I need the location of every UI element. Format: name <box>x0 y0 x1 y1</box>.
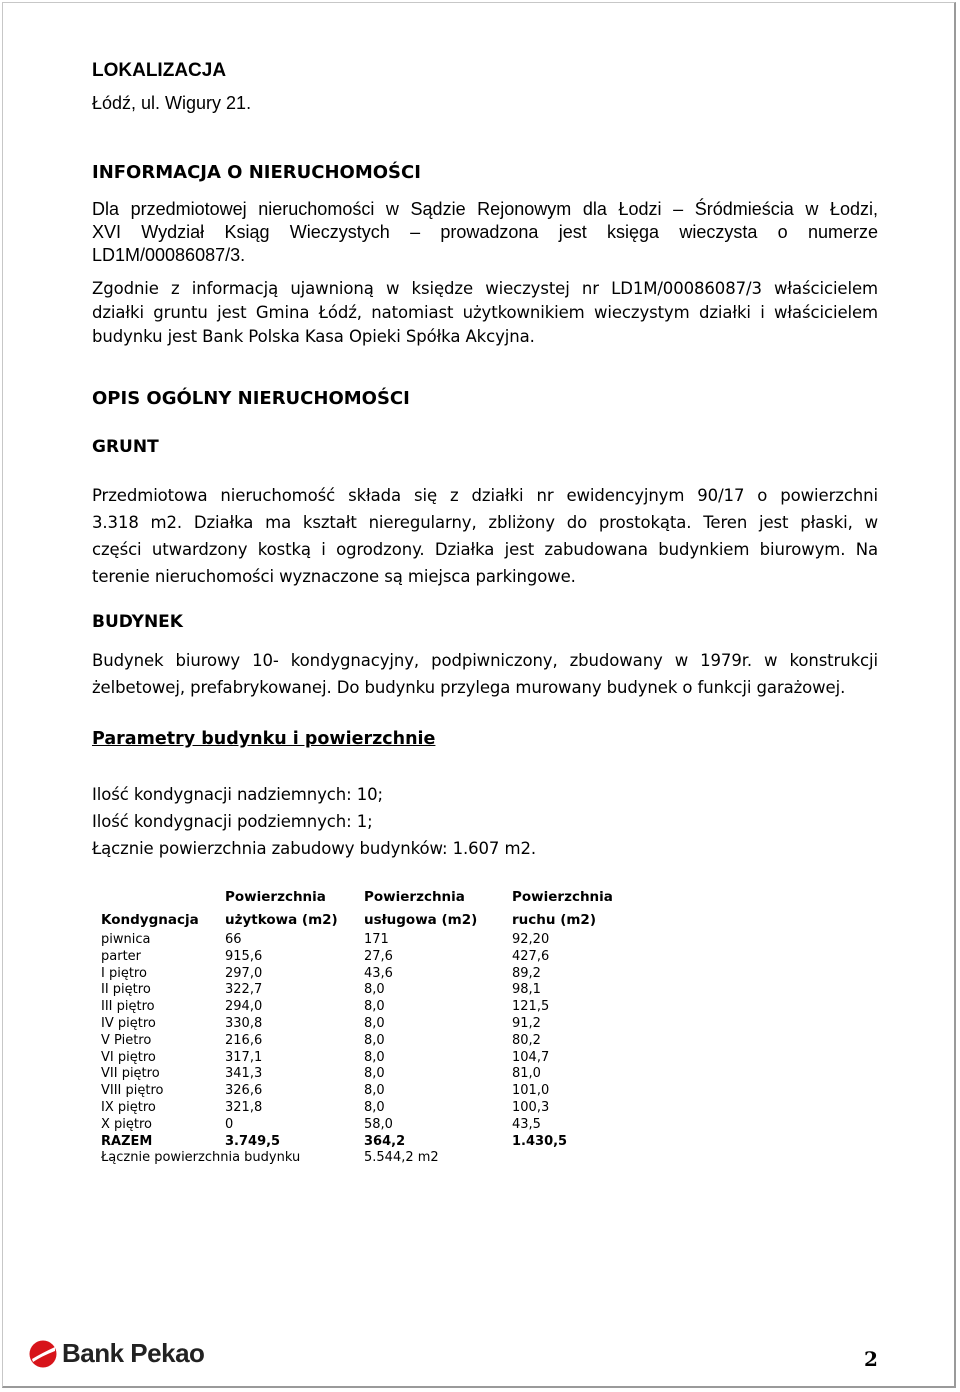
table-cell: piwnica <box>101 932 151 947</box>
table-cell: 92,20 <box>512 932 550 947</box>
table-row <box>96 999 657 1016</box>
table-cell: 43,6 <box>364 965 393 981</box>
header-floor: Kondygnacja <box>101 912 199 928</box>
table-cell: 326,6 <box>225 1083 263 1099</box>
table-cell: 3.749,5 <box>225 1133 281 1149</box>
table-cell: 1.430,5 <box>512 1133 568 1149</box>
table-cell: 8,0 <box>364 1066 385 1082</box>
property-info-heading: INFORMACJA O NIERUCHOMOŚCI <box>92 162 421 183</box>
parameter-line: Ilość kondygnacji podziemnych: 1; <box>92 812 373 831</box>
table-cell: 104,7 <box>512 1049 550 1065</box>
paragraph-line: XVI Wydział Ksiąg Wieczystych – prowadzona jest księga wieczysta o numerze <box>92 222 878 242</box>
table-cell: VIII piętro <box>101 1083 164 1099</box>
building-paragraph <box>92 647 878 701</box>
table-cell: 321,8 <box>225 1099 263 1115</box>
paragraph-line: działki gruntu jest Gmina Łódź, natomiast użytkownikiem wieczystym działki i właścicielem <box>92 303 878 322</box>
page-number: 2 <box>864 1347 878 1371</box>
parameters-heading: Parametry budynku i powierzchnie <box>92 729 436 749</box>
header-usable-area <box>220 886 359 932</box>
table-row <box>96 1083 657 1100</box>
table-cell: 89,2 <box>512 965 541 981</box>
table-summary-row <box>96 1150 657 1167</box>
table-cell: 43,5 <box>512 1116 541 1132</box>
paragraph-line: Zgodnie z informacją ujawnioną w księdze wieczystej nr LD1M/00086087/3 właścicielem <box>92 279 878 298</box>
table-row <box>96 1050 657 1067</box>
table-cell: VI piętro <box>101 1049 156 1065</box>
table-cell: III piętro <box>101 999 155 1015</box>
table-total-row <box>96 1134 657 1151</box>
paragraph-line: LD1M/00086087/3. <box>92 245 246 265</box>
table-cell: 427,6 <box>512 948 550 964</box>
table-cell: 80,2 <box>512 1032 541 1048</box>
location-heading: LOKALIZACJA <box>92 60 227 81</box>
header-line: ruchu (m2) <box>512 912 596 928</box>
table-cell: 8,0 <box>364 1049 385 1065</box>
table-row <box>96 1066 657 1083</box>
property-info-paragraph-2 <box>92 277 878 349</box>
bank-logo-icon <box>28 1339 58 1369</box>
bank-pekao-logo <box>28 1338 204 1369</box>
header-line: Powierzchnia <box>512 889 613 905</box>
table-cell: 58,0 <box>364 1116 393 1132</box>
table-row <box>96 966 657 983</box>
table-cell: VII piętro <box>101 1066 160 1082</box>
table-cell: 330,8 <box>225 1015 263 1031</box>
table-cell: 8,0 <box>364 982 385 998</box>
table-row <box>96 1100 657 1117</box>
table-cell: 98,1 <box>512 982 541 998</box>
general-heading: OPIS OGÓLNY NIERUCHOMOŚCI <box>92 388 410 409</box>
paragraph-line: budynku jest Bank Polska Kasa Opieki Spółka Akcyjna. <box>92 327 535 346</box>
paragraph-line: terenie nieruchomości wyznaczone są miejsca parkingowe. <box>92 567 576 586</box>
paragraph-line: żelbetowej, prefabrykowanej. Do budynku przylega murowany budynek o funkcji garażowej. <box>92 678 846 697</box>
paragraph-line: części utwardzony kostką i ogrodzony. Działka jest zabudowana budynkiem biurowym. Na <box>92 540 878 559</box>
table-cell: 121,5 <box>512 999 550 1015</box>
header-circulation-area <box>507 886 657 932</box>
table-cell: 101,0 <box>512 1083 550 1099</box>
table-cell: 81,0 <box>512 1066 541 1082</box>
table-cell: 27,6 <box>364 948 393 964</box>
table-cell: I piętro <box>101 965 147 981</box>
table-cell: 0 <box>225 1116 234 1132</box>
table-row <box>96 949 657 966</box>
land-heading: GRUNT <box>92 437 159 457</box>
table-row <box>96 1033 657 1050</box>
table-cell: 8,0 <box>364 999 385 1015</box>
location-address: Łódź, ul. Wigury 21. <box>92 93 252 113</box>
bank-logo-text: Bank Pekao <box>62 1338 205 1368</box>
summary-label: Łącznie powierzchnia budynku <box>101 1150 301 1166</box>
table-cell: parter <box>101 948 142 964</box>
table-cell: 8,0 <box>364 1099 385 1115</box>
table-row <box>96 982 657 999</box>
paragraph-line: Przedmiotowa nieruchomość składa się z działki nr ewidencyjnym 90/17 o powierzchni <box>92 486 878 505</box>
paragraph-line: 3.318 m2. Działka ma kształt nieregularny, zbliżony do prostokąta. Teren jest płaski, w <box>92 513 878 532</box>
land-paragraph <box>92 482 878 590</box>
table-cell: 100,3 <box>512 1099 550 1115</box>
table-cell: 322,7 <box>225 982 263 998</box>
table-cell: 341,3 <box>225 1066 263 1082</box>
table-cell: 8,0 <box>364 1083 385 1099</box>
summary-value: 5.544,2 m2 <box>364 1150 439 1166</box>
table-cell: 364,2 <box>364 1133 406 1149</box>
table-cell: 66 <box>225 932 242 947</box>
floor-area-table <box>96 886 657 1167</box>
header-line: użytkowa (m2) <box>225 912 338 928</box>
table-cell: 216,6 <box>225 1032 263 1048</box>
table-cell: 8,0 <box>364 1015 385 1031</box>
table-cell: 317,1 <box>225 1049 263 1065</box>
table-cell: RAZEM <box>101 1133 153 1149</box>
table-cell: 171 <box>364 932 389 947</box>
property-info-paragraph-1 <box>92 198 878 267</box>
header-line: Powierzchnia <box>225 889 326 905</box>
table-cell: IV piętro <box>101 1015 156 1031</box>
table-cell: V Pietro <box>101 1032 152 1048</box>
table-header-row <box>96 886 657 932</box>
table-cell: 91,2 <box>512 1015 541 1031</box>
table-cell: IX piętro <box>101 1099 156 1115</box>
table-cell: X piętro <box>101 1116 153 1132</box>
paragraph-line: Dla przedmiotowej nieruchomości w Sądzie Rejonowym dla Łodzi – Śródmieścia w Łodzi, <box>92 199 878 219</box>
header-line: Powierzchnia <box>364 889 465 905</box>
table-row <box>96 1117 657 1134</box>
parameter-line: Łącznie powierzchnia zabudowy budynków: 1.607 m2. <box>92 839 536 858</box>
building-heading: BUDYNEK <box>92 612 183 632</box>
table-row <box>96 1016 657 1033</box>
table-cell: 8,0 <box>364 1032 385 1048</box>
table-cell: 915,6 <box>225 948 263 964</box>
header-service-area <box>359 886 507 932</box>
table-row <box>96 932 657 949</box>
table-cell: II piętro <box>101 982 151 998</box>
table-cell: 297,0 <box>225 965 263 981</box>
paragraph-line: Budynek biurowy 10- kondygnacyjny, podpiwniczony, zbudowany w 1979r. w konstrukcji <box>92 651 878 670</box>
table-cell: 294,0 <box>225 999 263 1015</box>
header-line: usługowa (m2) <box>364 912 478 928</box>
parameter-line: Ilość kondygnacji nadziemnych: 10; <box>92 785 383 804</box>
parameters-list <box>92 781 536 862</box>
